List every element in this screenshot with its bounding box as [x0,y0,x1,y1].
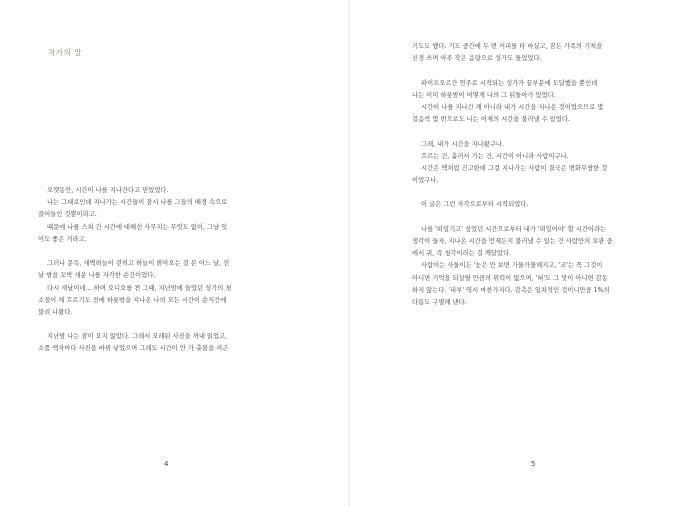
text-line: 걸음씩 몇 번으로도 나는 어제의 시간을 불러낼 수 있었다. [412,116,570,124]
text-line: 나는 그대로인데 지나가는 시간들이 잠시 나를 그들의 배경 속으로 [47,199,228,207]
text-line: 하지 않는다. '피부' 역시 마찬가지다. 감촉은 일차적인 것이니만큼 1%의 [412,286,610,294]
text-line: 이었구나. [412,177,439,185]
text-line: 불려 나왔다. [38,308,73,316]
paragraph-gap [38,319,318,331]
text-line: 기도도 했다. 기도 중간에 두 번 커피를 타 마셨고, 잠든 가족의 기척을 [412,43,603,50]
text-line: 다시 새날이네… 하며 오디오를 켠 그때, 지난밤에 들었던 성가의 첫 [47,284,232,292]
text-line: 나는 이미 하룻밤이 어떻게 나의 그 뒤돌아가 있었다. [412,91,556,99]
paragraph-gap [412,212,672,224]
text-line: 날 밤을 꼬박 새운 나를 자각한 순간이었다. [38,272,156,280]
page-number: 5 [531,460,536,468]
left-page-body [38,185,318,356]
text-line: 어도 좋은 거라고. [38,235,87,243]
paragraph-gap [38,246,318,258]
paragraph-gap [412,187,672,199]
right-page-body [412,41,672,309]
paragraph-gap [412,126,672,138]
text-line: 지난밤 나는 잠이 오지 않았다. 그래서 오래된 사진을 꺼내 읽었고, [47,333,228,341]
paragraph-gap [412,65,672,77]
text-line: 나를 '떠밀기고' 싶었던 시간으로부터 내가 '떠밀어야' 할 시간이라는 [421,225,607,233]
text-line: 아니면 기억을 되살릴 만큼의 위력이 없으며, '혀'도 그 맛이 아니면 감동 [412,274,608,282]
text-line: 그래, 내가 시간을 지나왔구나. [421,140,505,148]
text-line: 생각이 들자, 지나온 시간을 언제든지 불러낼 수 있는 건 사람만의 오관 중 [412,238,613,245]
text-line: 때문에 나를 스쳐 간 시간에 대해선 사무치는 무엇도 없이, 그냥 잊 [47,223,228,231]
text-line: 끌어들인 것뿐이라고. [38,211,97,219]
text-line: 시간이 나를 지나간 게 아니라 내가 시간을 지나온 것이었으므로 몇 [421,103,604,111]
text-line: 소품 액자마다 사진을 바꿔 넣었으며 그래도 시간이 안 가 촛불을 켜곤 [38,345,229,353]
text-line: 그러나 문득, 새벽하늘이 걷히고 하늘이 밝아오는 걸 본 어느 날, 전 [47,260,230,268]
text-line: 사람이는 사물이든 '눈은 안 보면 가물가물해지고, '코'는 꼭 그것이 [421,262,603,270]
text-line: 에서 귀, 즉 청각이라는 걸 깨달았다. [412,250,512,258]
right-page [350,0,700,506]
text-line: 신경 쓰며 아주 작은 음량으로 성가도 틀었었다. [412,55,542,63]
text-line: 소절이 채 흐르기도 전에 하룻밤을 지나온 나의 모든 시간이 순식간에 [38,296,227,304]
text-line: 오랫동안, 시간이 나를 지나간다고 믿었었다. [47,187,169,194]
text-line: 다름도 구별해 낸다. [412,298,467,306]
text-line: 시간은 맥처럼 건고한데 그걸 지나가는 사람이 결국은 변화무쌍한 것 [421,164,608,172]
page-number: 4 [164,460,169,468]
text-line: 파이프오르간 연주로 시작되는 성가가 끝부분에 도달했을 뿐인데 [421,79,598,87]
running-head: 작가의 말 [48,48,82,57]
text-line: 이 글은 그런 자각으로부터 시작되었다. [421,201,529,209]
text-line: 흐르는 건, 흘러서 가는 건, 시간이 아니라 사람이구나. [421,152,569,160]
